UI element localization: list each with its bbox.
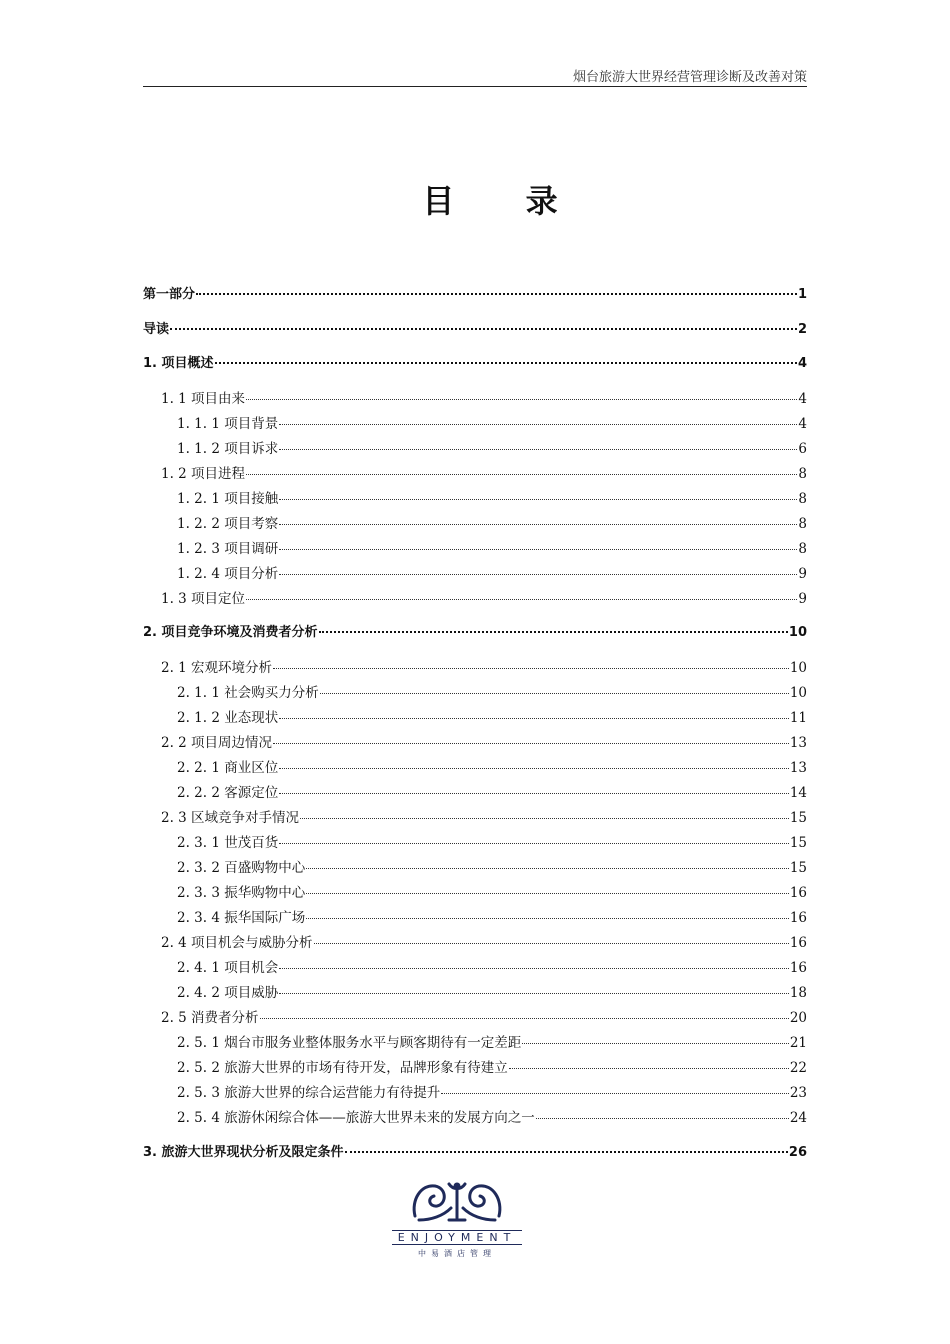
toc-label: 2. 3. 2 百盛购物中心 [177,860,306,876]
toc-entry[interactable] [143,881,807,903]
toc-page: 4 [798,416,807,432]
toc-page: 14 [789,785,807,801]
toc-leader [509,1068,789,1069]
toc-label: 2. 3 区域竞争对手情况 [161,810,300,826]
toc-page: 15 [789,860,807,876]
toc-page: 6 [798,441,807,457]
toc-entry[interactable] [143,681,807,703]
toc-leader [345,1151,788,1153]
toc-leader [300,818,789,819]
toc-leader [260,1018,789,1019]
header-title: 烟台旅游大世界经营管理诊断及改善对策 [572,70,807,85]
toc-leader [522,1043,789,1044]
toc-entry[interactable] [143,931,807,953]
toc-label: 2. 2. 1 商业区位 [177,760,279,776]
toc-leader [279,574,797,575]
toc-entry[interactable] [143,512,807,534]
toc-leader [319,631,788,633]
toc-page: 8 [798,466,807,482]
logo-wordmark: ENJOYMENT [392,1230,523,1245]
toc-entry[interactable] [143,731,807,753]
toc-label: 1. 1. 1 项目背景 [177,416,279,432]
toc-page: 15 [789,810,807,826]
toc-entry[interactable] [143,706,807,728]
toc-leader [320,693,789,694]
toc-label: 3. 旅游大世界现状分析及限定条件 [143,1145,344,1160]
toc-page: 18 [789,985,807,1001]
toc-label: 2. 1 宏观环境分析 [161,660,273,676]
toc-page: 15 [789,835,807,851]
toc-leader [170,328,797,330]
toc-entry[interactable] [143,387,807,409]
toc-leader [215,362,797,364]
toc-entry[interactable] [143,412,807,434]
toc-page: 16 [789,910,807,926]
toc-leader [246,399,797,400]
toc-page: 23 [789,1085,807,1101]
toc-entry[interactable] [143,283,807,305]
toc-entry[interactable] [143,1056,807,1078]
toc-label: 2. 4. 1 项目机会 [177,960,279,976]
toc-page: 8 [798,541,807,557]
toc-page: 13 [789,735,807,751]
toc-label: 2. 项目竞争环境及消费者分析 [143,625,318,640]
toc-label: 1. 2. 1 项目接触 [177,491,279,507]
toc-leader [314,943,789,944]
toc-leader [279,768,789,769]
toc-label: 1. 项目概述 [143,356,214,371]
toc-page: 26 [788,1145,807,1160]
toc-label: 2. 2 项目周边情况 [161,735,273,751]
toc-page: 9 [798,566,807,582]
toc-page: 9 [798,591,807,607]
toc-label: 1. 2. 4 项目分析 [177,566,279,582]
toc-page: 10 [789,685,807,701]
toc-entry[interactable] [143,318,807,340]
toc-label: 2. 5 消费者分析 [161,1010,259,1026]
toc-label: 2. 4 项目机会与威胁分析 [161,935,313,951]
toc-entry[interactable] [143,1031,807,1053]
toc-entry[interactable] [143,437,807,459]
toc-label: 2. 3. 1 世茂百货 [177,835,279,851]
toc-leader [279,968,789,969]
toc-label: 1. 2 项目进程 [161,466,246,482]
toc-label: 2. 3. 3 振华购物中心 [177,885,306,901]
toc-page: 8 [798,491,807,507]
toc-label: 1. 2. 3 项目调研 [177,541,279,557]
toc-page: 21 [789,1035,807,1051]
toc-label: 2. 4. 2 项目威胁 [177,985,279,1001]
toc-label: 1. 3 项目定位 [161,591,246,607]
toc-entry[interactable] [143,806,807,828]
toc-entry[interactable] [143,856,807,878]
toc-label: 2. 5. 1 烟台市服务业整体服务水平与顾客期待有一定差距 [177,1035,522,1051]
toc-entry[interactable] [143,781,807,803]
toc-leader [196,293,797,295]
toc-page: 16 [789,885,807,901]
toc-page: 22 [789,1060,807,1076]
toc-entry[interactable] [143,562,807,584]
toc-entry[interactable] [143,981,807,1003]
toc-leader [279,524,797,525]
toc-label: 2. 5. 3 旅游大世界的综合运营能力有待提升 [177,1085,441,1101]
toc-entry[interactable] [143,352,807,374]
toc-entry[interactable] [143,462,807,484]
company-logo [382,1176,532,1259]
toc-entry[interactable] [143,537,807,559]
toc-entry[interactable] [143,621,807,643]
toc-leader [273,668,789,669]
toc-leader [273,743,789,744]
toc-page: 10 [788,625,807,640]
toc-label: 2. 5. 2 旅游大世界的市场有待开发，品牌形象有待建立 [177,1060,508,1076]
toc-label: 导读 [143,322,170,337]
dragon-emblem-icon [407,1176,507,1226]
logo-subtitle: 中易酒店管理 [418,1249,496,1258]
toc-leader [279,499,797,500]
toc-entry[interactable] [143,1141,807,1163]
toc-label: 2. 2. 2 客源定位 [177,785,279,801]
toc-leader [279,993,789,994]
toc-entry[interactable] [143,1006,807,1028]
toc-page: 16 [789,960,807,976]
toc-leader [279,424,797,425]
toc-page: 8 [798,516,807,532]
toc-page: 10 [789,660,807,676]
toc-leader [536,1118,789,1119]
toc-leader [279,718,789,719]
toc-page: 1 [797,287,807,302]
toc-label: 1. 1 项目由来 [161,391,246,407]
toc-leader [306,918,789,919]
toc-leader [441,1093,789,1094]
page-header [143,64,807,87]
toc-leader [246,474,797,475]
toc-page: 2 [797,322,807,337]
toc-leader [279,793,789,794]
toc-label: 2. 1. 1 社会购买力分析 [177,685,319,701]
toc-entry[interactable] [143,906,807,928]
toc-leader [279,843,789,844]
toc-label: 1. 2. 2 项目考察 [177,516,279,532]
toc-entry[interactable] [143,1081,807,1103]
toc-leader [306,868,789,869]
toc-entry[interactable] [143,656,807,678]
toc-leader [246,599,797,600]
toc-page: 4 [798,391,807,407]
toc-entry[interactable] [143,831,807,853]
toc-entry[interactable] [143,956,807,978]
toc-page: 4 [797,356,807,371]
toc-page: 20 [789,1010,807,1026]
toc-entry[interactable] [143,487,807,509]
toc-label: 1. 1. 2 项目诉求 [177,441,279,457]
toc-leader [279,449,797,450]
toc-page: 16 [789,935,807,951]
toc-page: 24 [789,1110,807,1126]
toc-page: 11 [789,710,807,726]
toc-entry[interactable] [143,1106,807,1128]
toc-entry[interactable] [143,587,807,609]
toc-label: 2. 5. 4 旅游休闲综合体——旅游大世界未来的发展方向之一 [177,1110,535,1126]
document-title: 目 录 [422,182,588,220]
toc-label: 2. 3. 4 振华国际广场 [177,910,306,926]
toc-leader [306,893,789,894]
toc-label: 第一部分 [143,287,196,302]
toc-page: 13 [789,760,807,776]
toc-leader [279,549,797,550]
toc-entry[interactable] [143,756,807,778]
toc-label: 2. 1. 2 业态现状 [177,710,279,726]
